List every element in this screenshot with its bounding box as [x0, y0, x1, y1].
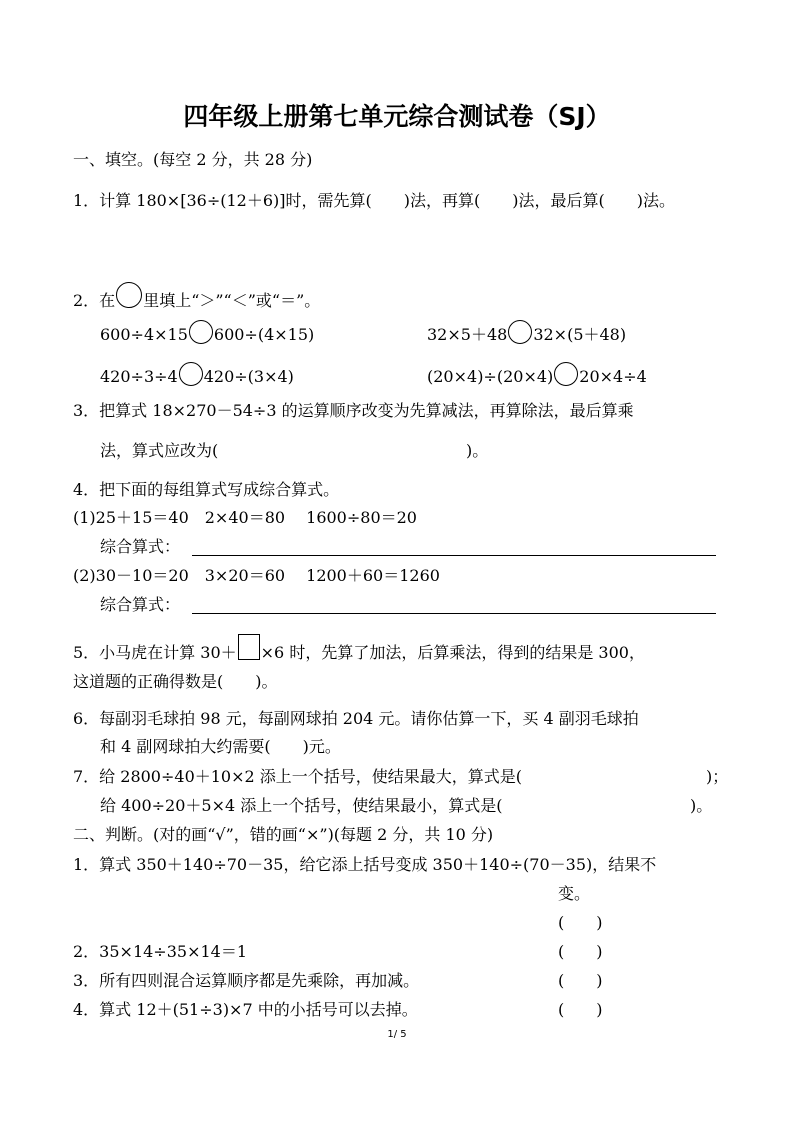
expr: 32×5＋48 — [427, 325, 508, 344]
judge-3: 3．所有四则混合运算顺序都是先乘除，再加减。 — [73, 971, 420, 990]
question-5-line2: 这道题的正确得数是( )。 — [73, 672, 278, 691]
judge-4: 4．算式 12＋(51÷3)×7 中的小括号可以去掉。 — [73, 1000, 418, 1019]
q5-prefix: 5．小马虎在计算 30＋ — [73, 643, 237, 662]
q2-suffix: 里填上“＞”“＜”或“＝”。 — [143, 291, 321, 310]
judge-4-bracket[interactable]: ( ) — [558, 1000, 603, 1019]
question-3-close: )。 — [466, 441, 489, 460]
compare-row-1-left — [100, 320, 314, 345]
question-7-line1: 7．给 2800÷40＋10×2 添上一个括号，使结果最大，算式是( — [73, 767, 523, 786]
question-4: 4．把下面的每组算式写成综合算式。 — [73, 480, 340, 499]
judge-1-bracket[interactable]: ( ) — [558, 913, 603, 932]
question-1: 1．计算 180×[36÷(12＋6)]时，需先算( )法，再算( )法，最后算( )法。 — [73, 191, 675, 210]
page-number: 1/ 5 — [387, 1029, 407, 1040]
answer-line-2[interactable] — [192, 613, 716, 614]
judge-1-line1: 1．算式 350＋140÷70－35，给它添上括号变成 350＋140÷(70－35)，结果不 — [73, 855, 657, 874]
question-7-line2-close: )。 — [690, 796, 713, 815]
expr: 420÷3÷4 — [100, 367, 178, 386]
compare-row-2-right — [427, 362, 647, 387]
answer-circle[interactable] — [189, 320, 213, 344]
q4-group-2: (2)30－10＝20 3×20＝60 1200＋60＝1260 — [73, 566, 440, 585]
question-2 — [73, 282, 320, 311]
page-title: 四年级上册第七单元综合测试卷（SJ） — [183, 102, 611, 131]
question-3-line2: 法，算式应改为( — [100, 441, 219, 460]
q4-label-1: 综合算式： — [100, 537, 181, 556]
section1-heading: 一、填空。(每空 2 分，共 28 分) — [73, 150, 313, 169]
q5-suffix: ×6 时，先算了加法，后算乘法，得到的结果是 300， — [260, 643, 645, 662]
q4-group-1: (1)25＋15＝40 2×40＝80 1600÷80＝20 — [73, 508, 417, 527]
compare-row-2-left — [100, 362, 294, 387]
expr: (20×4)÷(20×4) — [427, 367, 554, 386]
question-3-line1: 3．把算式 18×270－54÷3 的运算顺序改变为先算减法，再算除法，最后算乘 — [73, 401, 634, 420]
expr: 20×4÷4 — [579, 367, 647, 386]
expr: 420÷(3×4) — [203, 367, 294, 386]
answer-line-1[interactable] — [192, 555, 716, 556]
answer-circle[interactable] — [116, 282, 142, 308]
expr: 32×(5＋48) — [533, 325, 627, 344]
question-7-line1-close: )； — [706, 767, 729, 786]
q2-prefix: 2．在 — [73, 291, 116, 310]
judge-2: 2．35×14÷35×14＝1 — [73, 942, 248, 961]
answer-circle[interactable] — [179, 362, 203, 386]
compare-row-1-right — [427, 320, 626, 345]
answer-box[interactable] — [238, 634, 260, 660]
judge-1-line2: 变。 — [558, 884, 591, 903]
answer-circle[interactable] — [508, 320, 532, 344]
judge-3-bracket[interactable]: ( ) — [558, 971, 603, 990]
expr: 600÷4×15 — [100, 325, 188, 344]
judge-2-bracket[interactable]: ( ) — [558, 942, 603, 961]
question-6-line2: 和 4 副网球拍大约需要( )元。 — [100, 737, 341, 756]
section2-heading: 二、判断。(对的画“√”，错的画“×”)(每题 2 分，共 10 分) — [73, 825, 494, 844]
answer-circle[interactable] — [554, 362, 578, 386]
question-7-line2: 给 400÷20＋5×4 添上一个括号，使结果最小，算式是( — [100, 796, 503, 815]
q4-label-2: 综合算式： — [100, 595, 181, 614]
question-5-line1 — [73, 634, 645, 663]
expr: 600÷(4×15) — [213, 325, 315, 344]
question-6-line1: 6．每副羽毛球拍 98 元，每副网球拍 204 元。请你估算一下，买 4 副羽毛球拍 — [73, 709, 639, 728]
